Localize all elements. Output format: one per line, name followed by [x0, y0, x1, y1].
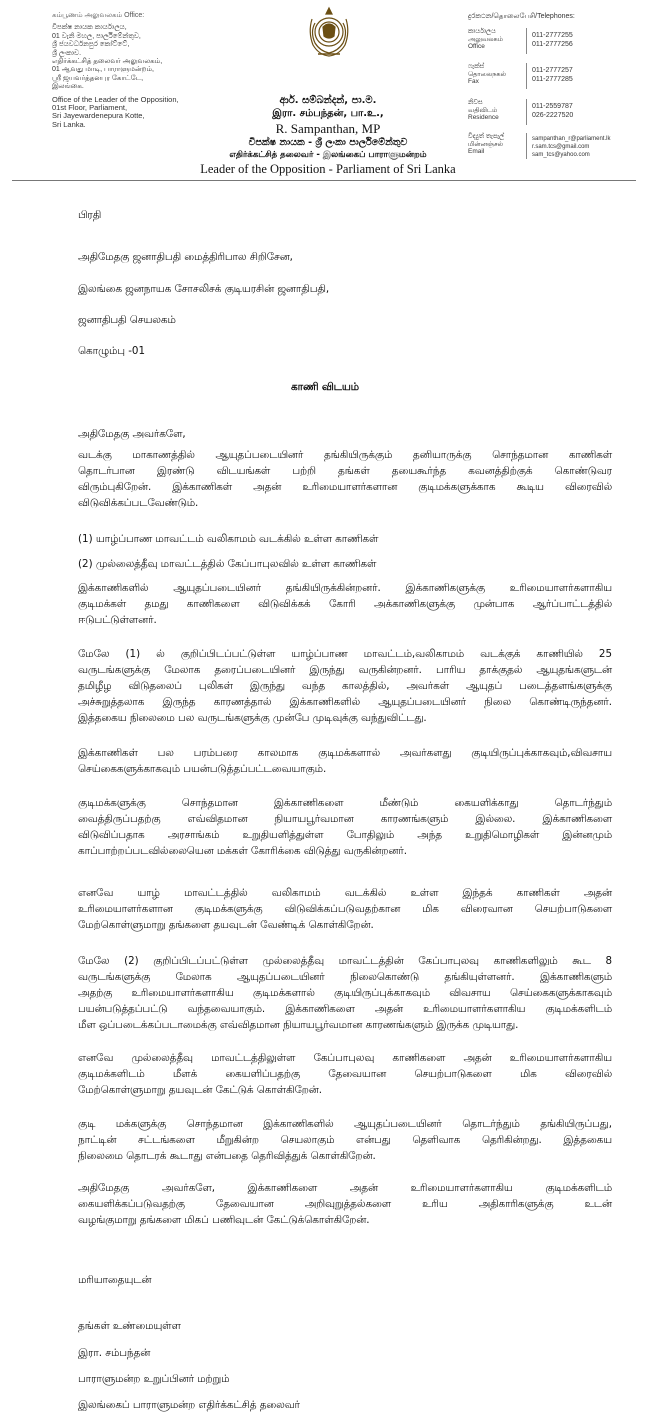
paragraph-line: வடக்கு மாகாணத்தில் ஆயுதப்படையினர் தங்கியிருக்கும் தனியாருக்கு சொந்தமான காணிகள்	[78, 449, 612, 461]
contact-label: தொலைநகல்	[468, 70, 506, 78]
contact-label: அலுவலகம்	[468, 35, 503, 43]
paragraph-line: அச்சுறுத்தலாக இருந்த காரணத்தால் இக்காணிகளில் ஆயுதப்படையினர் நிலை கொண்டிருந்தனர்.	[78, 696, 612, 708]
contact-value: 011-2559787	[532, 103, 573, 110]
paragraph-line: வைத்திருப்பதற்கு எவ்விதமான நியாயபூர்வமான காரணங்களும் இல்லை. இக்காணிகளை	[78, 813, 612, 825]
contact-value: 011-2777257	[532, 67, 573, 74]
paragraph-line: இக்காணிகள் பல பரம்பரை காலமாக குடிமக்களால் அவர்களது குடியிருப்புக்காகவும்,விவசாய	[78, 747, 612, 759]
paragraph-line: எனவே முல்லைத்தீவு மாவட்டத்திலுள்ள கேப்பாபுலவு காணிகளை அதன் உரிமையாளர்களாகிய	[78, 1052, 612, 1064]
paragraph-line: கையளிக்கப்படுவதற்கு தேவையான அறிவுறுத்தல்களை உரிய அதிகாரிகளுக்கு உடன்	[78, 1198, 612, 1210]
contact-label: Residence	[468, 114, 499, 121]
paragraph-line: குடிமக்களிடம் மீளக் கையளிப்பதற்கு தேவையான செயற்பாடுகளை மிக விரைவில்	[78, 1068, 612, 1080]
paragraph-line: மீள ஒப்படைக்கப்படாமைக்கு எவ்விதமான நியாயபூர்வமான காரணங்களும் இருக்க முடியாது.	[78, 1019, 519, 1031]
office-sinhala-line: 01 වැනි මහල, පාර්ලිමේන්තුව,	[52, 32, 141, 40]
contact-residence	[468, 99, 638, 133]
title-english: Leader of the Opposition - Parliament of Sri Lanka	[200, 162, 456, 176]
contact-label: විද්‍යුත් තැපැල්	[468, 133, 505, 140]
paragraph-line: விடுவிக்கப்படவேண்டும்.	[78, 497, 199, 509]
subject-heading: காணி விடயம்	[291, 381, 359, 393]
contact-value: sam_tcs@yahoo.com	[532, 152, 590, 158]
contact-label: ෆැක්ස්	[468, 63, 485, 70]
paragraph-line: அதிமேதகு அவர்களே, இக்காணிகளை அதன் உரிமையாளர்களாகிய குடிமக்களிடம்	[78, 1182, 612, 1194]
office-sinhala-line: ශ්‍රී ලංකාව.	[52, 49, 82, 57]
paragraph-line: மேற்கொள்ளுமாறு தயவுடன் கேட்டுக் கொள்கிறேன்.	[78, 1084, 322, 1096]
title-sinhala: විපක්ෂ නායක - ශ්‍රී ලංකා පාර්ලිමේන්තුව	[248, 137, 408, 148]
name-tamil: இரா. சம்பந்தன், பா.உ.,	[272, 108, 384, 119]
office-tamil-line: 01 ஆவது மாடி, பாராளுமன்றம்,	[52, 66, 154, 74]
signature-line: இலங்கைப் பாராளுமன்ற எதிர்க்கட்சித் தலைவர்	[78, 1399, 300, 1411]
paragraph-line: விடுவிப்பதாக அரசாங்கம் உறுதியளித்துள்ள போதிலும் அந்த உறுதிமொழிகள் இன்னமும்	[78, 829, 612, 841]
paragraph-line: வழங்குமாறு தங்களை மிகப் பணிவுடன் கேட்டுக்கொள்கிறேன்.	[78, 1214, 370, 1226]
paragraph-line: செய்கைகளுக்காகவும் பயன்படுத்தப்பட்டவையாகும்.	[78, 763, 327, 775]
paragraph-line: குடிமக்களுக்கு சொந்தமான இக்காணிகளை மீண்டும் கையளிக்காது தொடர்ந்தும்	[78, 797, 612, 809]
contact-value: 026-2227520	[532, 111, 574, 119]
paragraph-line: இத்தகைய நிலைமை பல வருடங்களுக்கு முன்பே முடிவுக்கு வந்துவிட்டது.	[78, 712, 427, 724]
telephone-header: දුරකථන/தொலைபேசி/Telephones:	[468, 13, 575, 20]
body-paragraph	[78, 580, 612, 628]
contact-fax	[468, 63, 638, 97]
recipient-line: ஜனாதிபதி செயலகம்	[78, 314, 176, 326]
paragraph-line: விரும்புகிறேன். இக்காணிகள் அதன் உரிமையாளர்களான குடிமக்களுக்காக கூடிய விரைவில்	[78, 481, 612, 493]
paragraph-line: மேலே (1) ல் குறிப்பிடப்பட்டுள்ள யாழ்ப்பாண மாவட்டம்,வலிகாமம் வடக்குக் காணியில் 25	[78, 648, 612, 660]
office-tamil-line: இலங்கை.	[52, 83, 84, 91]
list-item-2: (2) முல்லைத்தீவு மாவட்டத்தில் கேப்பாபுலவில் உள்ள காணிகள்	[78, 558, 377, 570]
paragraph-line: குடிமக்கள் தமது காணிகளை விடுவிக்கக் கோரி அக்காணிகளுக்கு முன்பாக ஆர்ப்பாட்டத்தில்	[78, 598, 612, 610]
contact-label: Fax	[468, 78, 479, 85]
signature-line: இரா. சம்பந்தன்	[78, 1347, 151, 1359]
body-paragraph	[78, 447, 612, 511]
paragraph-line: மேலே (2) குறிப்பிடப்பட்டுள்ள முல்லைத்தீவு மாவட்டத்தின் கேப்பாபுலவு காணிகளிலும் கூட 8	[78, 955, 612, 967]
body-paragraph	[78, 646, 612, 726]
body-paragraph	[78, 885, 612, 933]
office-sinhala-line: විපක්ෂ නායක කාර්යාලය,	[52, 24, 127, 32]
paragraph-line: உரிமையாளர்களான குடிமக்களுக்கு விடுவிக்கப்படுவதற்கான மிக விரைவான செயற்பாடுகளை	[78, 903, 612, 915]
recipient-line: கொழும்பு -01	[78, 345, 146, 357]
contact-label: Office	[468, 43, 485, 50]
office-tamil-line: ஸ்ரீ ஜயவர்த்தனபுர கோட்டே,	[52, 74, 144, 82]
closing: மரியாதையுடன்	[78, 1274, 152, 1286]
paragraph-line: வருடங்களுக்கு மேலாக தரைப்படையினர் இருந்து வருகின்றனர். பாரிய தாக்குதல் ஆயுதங்களுடன்	[78, 664, 612, 676]
contact-label: வதிவிடம்	[468, 106, 498, 114]
paragraph-line: தமிழீழ விடுதலைப் புலிகள் இருந்து வந்த காலத்தில், அவர்கள் ஆயுதப் படைத்தளங்களுக்கு	[78, 680, 612, 692]
sri-lanka-emblem-icon	[306, 5, 352, 59]
body-paragraph	[78, 1180, 612, 1228]
title-tamil: எதிர்க்கட்சித் தலைவர் - இலங்கைப் பாராளுமன்றம்	[229, 150, 427, 160]
paragraph-line: காப்பாற்றப்படவில்லையென மக்கள் கோரிக்கை விடுத்து வருகின்றனர்.	[78, 845, 408, 857]
paragraph-line: நாட்டின் சட்டங்களை மீறுகின்ற செயலாகும் என்பது தெளிவாக தெரிகின்றது. இத்தகைய	[78, 1134, 612, 1146]
paragraph-line: ஈடுபட்டுள்ளனர்.	[78, 614, 157, 626]
paragraph-line: தொடர்பான இரண்டு விடயங்கள் பற்றி தங்கள் தயைகூர்ந்த கவனத்திற்குக் கொண்டுவர	[78, 465, 612, 477]
office-address-block	[52, 12, 202, 129]
body-paragraph	[78, 795, 612, 859]
office-english-line: Sri Lanka.	[52, 119, 86, 129]
recipient-line: இலங்கை ஜனநாயக சோசலிசக் குடியரசின் ஜனாதிபதி,	[78, 283, 330, 295]
contact-label: Email	[468, 148, 485, 155]
paragraph-line: பயன்படுத்தப்பட்டு வந்தவையாகும். இக்காணிகளை அதன் உரிமையாளர்களாகிய குடிமக்களிடம்	[78, 1003, 612, 1015]
office-english-line: Office of the Leader of the Opposition,	[52, 94, 179, 104]
paragraph-line: நிலைமை தொடரக் கூடாது என்பதை தெரிவித்துக் கொள்கிறேன்.	[78, 1150, 376, 1162]
name-english: R. Sampanthan, MP	[275, 121, 381, 136]
contact-label: மின்னஞ்சல்	[468, 140, 503, 148]
letterhead-divider	[12, 180, 636, 181]
paragraph-line: இக்காணிகளில் ஆயுதப்படையினர் தங்கியிருக்கின்றனர். இக்காணிகளுக்கு உரிமையாளர்களாகிய	[78, 582, 612, 594]
contact-value: 011-2777285	[532, 75, 573, 83]
body-paragraph	[78, 745, 612, 777]
paragraph-line: அதற்கு உரிமையாளர்களாகிய குடிமக்களால் குடியிருப்புக்காகவும் விவசாய செய்கைகளுக்காகவும்	[78, 987, 612, 999]
contact-label: කාර්යාලය	[468, 28, 496, 35]
contact-label: නිවස	[468, 99, 483, 106]
office-english-line: 01st Floor, Parliament,	[52, 103, 128, 113]
body-paragraph	[78, 1116, 612, 1164]
contact-value: 011-2777256	[532, 40, 573, 48]
paragraph-line: குடி மக்களுக்கு சொந்தமான இக்காணிகளில் ஆயுதப்படையினர் தொடர்ந்தும் தங்கியிருப்பது,	[78, 1118, 612, 1130]
list-item-1: (1) யாழ்ப்பாண மாவட்டம் வலிகாமம் வடக்கில் உள்ள காணிகள்	[78, 533, 379, 545]
signature-line: பாராளுமன்ற உறுப்பினர் மற்றும்	[78, 1373, 230, 1385]
office-label: கம்பூணம் அலுவலகம் Office:	[52, 12, 145, 19]
salutation: அதிமேதகு அவர்களே,	[78, 428, 186, 440]
contact-office	[468, 28, 638, 62]
contact-value: sampanthan_r@parliament.lk	[532, 136, 611, 142]
office-sinhala-line: ශ්‍රී ජයවර්ධනපුර කෝට්ටේ,	[52, 41, 130, 49]
paragraph-line: எனவே யாழ் மாவட்டத்தில் வலிகாமம் வடக்கில் உள்ள இந்தக் காணிகள் அதன்	[78, 887, 612, 899]
signature-line: தங்கள் உண்மையுள்ள	[78, 1320, 181, 1332]
recipient-line: அதிமேதகு ஜனாதிபதி மைத்திரிபால சிறிசேன,	[78, 251, 293, 263]
body-paragraph	[78, 1050, 612, 1098]
office-tamil-line: எதிர்க்கட்சித் தலைவர் அலுவலகம்,	[52, 58, 163, 66]
contact-value: r.sam.tcs@gmail.com	[532, 144, 590, 150]
paragraph-line: வருடங்களுக்கு மேலாக ஆயுதப்படையினர் நிலைகொண்டு தங்கியுள்ளனர். இக்காணிகளும்	[78, 971, 612, 983]
office-english-line: Sri Jayewardenepura Kotte,	[52, 111, 145, 121]
contact-value: 011-2777255	[532, 32, 573, 39]
copy-label: பிரதி	[78, 209, 102, 221]
body-paragraph	[78, 953, 612, 1033]
name-sinhala: ආර්. සම්බන්දන්, පා.ම.	[279, 95, 377, 106]
contact-email	[468, 133, 638, 167]
paragraph-line: மேற்கொள்ளுமாறு தங்களை தயவுடன் வேண்டிக் கொள்கிறேன்.	[78, 919, 374, 931]
letterhead	[0, 0, 650, 180]
